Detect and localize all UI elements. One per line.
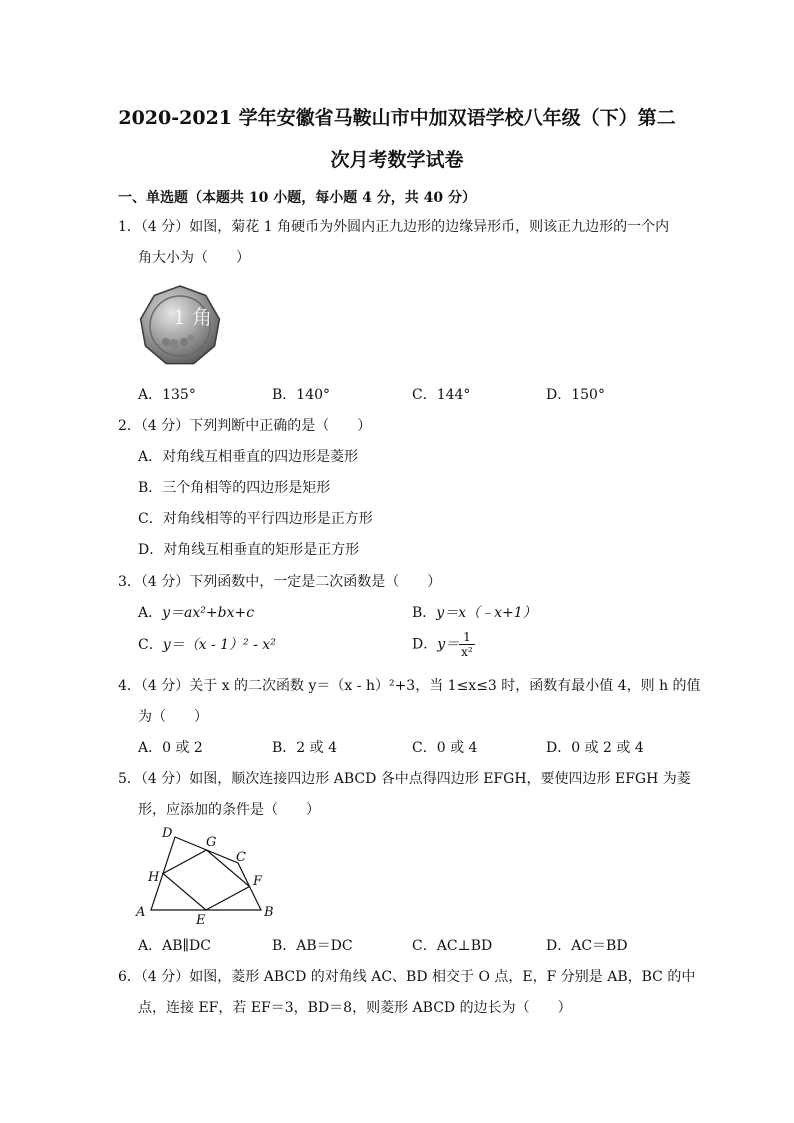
question-6-text: 6．（4 分）如图，菱形 ABCD 的对角线 AC、BD 相交于 O 点，E，F 分别是 AB，BC 的中 [118,969,696,985]
question-6-text-cont: 点，连接 EF，若 EF＝3，BD＝8，则菱形 ABCD 的边长为（ ） [138,1000,572,1016]
q1-option-c: C．144° [412,387,471,403]
question-5-text: 5．（4 分）如图，顺次连接四边形 ABCD 各中点得四边形 EFGH，要使四边形 EFGH 为菱 [118,771,691,787]
label-b: B [264,905,274,920]
svg-text:1 角: 1 角 [173,305,213,329]
q4-option-c: C．0 或 4 [412,740,478,756]
question-4-text-cont: 为（ ） [138,709,208,725]
q3-option-b: B．y＝x（﹣x+1） [412,605,537,621]
q2-option-d: D．对角线互相垂直的矩形是正方形 [138,542,360,558]
page-title-line1: 2020-2021 学年安徽省马鞍山市中加双语学校八年级（下）第二 [118,107,676,129]
q3-option-a-formula: y＝ax²+bx+c [162,605,255,621]
q3-option-b-formula: y＝x（﹣x+1） [436,605,537,621]
page-title-line2: 次月考数学试卷 [330,149,464,171]
q5-option-b: B．AB＝DC [272,938,353,954]
label-e: E [196,913,206,928]
q1-option-a: A．135° [138,387,196,403]
section-heading: 一、单选题（本题共 10 小题，每小题 4 分，共 40 分） [118,190,476,206]
question-5-text-cont: 形，应添加的条件是（ ） [138,802,320,818]
q2-option-a: A．对角线互相垂直的四边形是菱形 [138,449,359,465]
q1-option-b: B．140° [272,387,331,403]
question-3-text: 3．（4 分）下列函数中，一定是二次函数是（ ） [118,574,442,590]
q3-option-d: D．y＝ $\frac{1}{\text{x²}}$ [412,630,473,659]
label-f: F [253,874,263,889]
quadrilateral-figure [130,822,280,930]
q5-option-d: D．AC＝BD [546,938,628,954]
question-1-text: 1．（4 分）如图，菊花 1 角硬币为外圆内正九边形的边缘异形币，则该正九边形的一个内 [118,219,670,235]
q1-option-d: D．150° [546,387,605,403]
label-c: C [236,850,246,865]
q3-option-a: A．y＝ax²+bx+c [138,605,255,621]
q3-option-c-formula: y＝（x - 1）² - x² [162,637,276,653]
q5-option-a: A．AB∥DC [138,938,211,954]
label-g: G [206,835,217,850]
question-2-text: 2．（4 分）下列判断中正确的是（ ） [118,418,372,434]
q4-option-d: D．0 或 2 或 4 [546,740,644,756]
q4-option-b: B．2 或 4 [272,740,338,756]
label-h: H [148,870,160,885]
q3-option-d-fraction: $\frac{1}{\text{x²}}$ [461,630,473,659]
q3-option-c: C．y＝（x - 1）² - x² [138,637,276,653]
label-a: A [136,905,146,920]
question-1-text-cont: 角大小为（ ） [138,250,250,266]
coin-image [138,284,222,368]
q2-option-b: B．三个角相等的四边形是矩形 [138,480,331,496]
q4-option-a: A．0 或 2 [138,740,203,756]
q5-option-c: C．AC⊥BD [412,938,493,954]
label-d: D [162,826,173,841]
q2-option-c: C．对角线相等的平行四边形是正方形 [138,511,373,527]
question-4-text: 4．（4 分）关于 x 的二次函数 y＝（x - h）²+3，当 1≤x≤3 时，函数有最小值 4，则 h 的值 [118,678,701,694]
